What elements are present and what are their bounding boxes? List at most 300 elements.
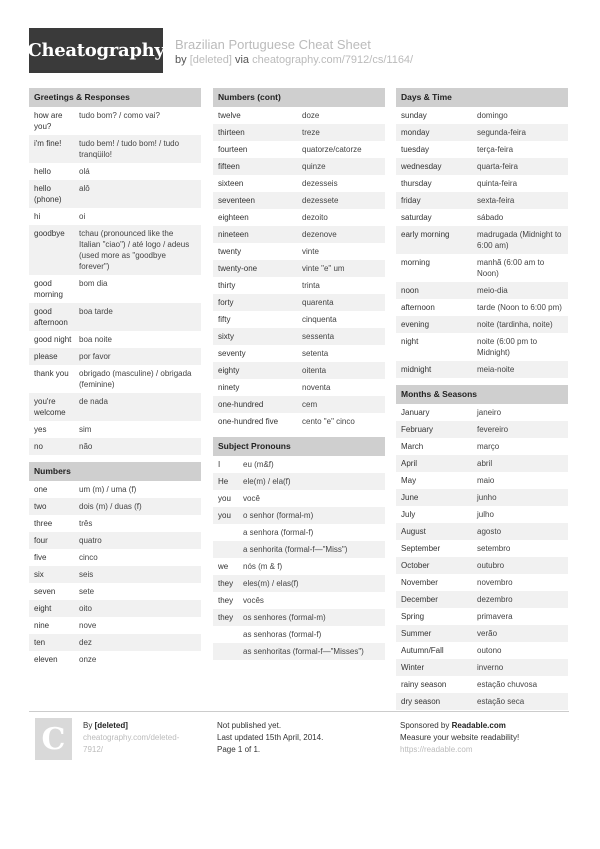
term-portuguese: seis — [79, 570, 94, 579]
term-portuguese: quarenta — [302, 298, 334, 307]
term-english: seventeen — [218, 196, 255, 205]
footer-sponsor — [400, 720, 519, 756]
term-portuguese: treze — [302, 128, 320, 137]
term-english: two — [34, 502, 47, 511]
term-portuguese: outubro — [477, 561, 505, 570]
term-english: Summer — [401, 629, 432, 638]
term-portuguese: oi — [79, 212, 86, 221]
table-row — [396, 192, 568, 209]
term-portuguese: dez — [79, 638, 92, 647]
term-portuguese: ele(m) / ela(f) — [243, 477, 291, 486]
term-english: four — [34, 536, 48, 545]
term-english: hello — [34, 167, 51, 176]
term-english: twelve — [218, 111, 241, 120]
term-english: no — [34, 442, 43, 451]
table-row — [29, 163, 201, 180]
term-portuguese: tchau (pronounced like the Italian "ciao") / até logo / adeus (used more as "goodbye forever") — [79, 229, 190, 271]
table-row — [396, 472, 568, 489]
term-portuguese: noite (tardinha, noite) — [477, 320, 553, 329]
term-english: good night — [34, 335, 72, 344]
table-row — [213, 626, 385, 643]
term-english: five — [34, 553, 47, 562]
table-row — [396, 158, 568, 175]
table-row — [213, 558, 385, 575]
term-english: they — [218, 579, 234, 588]
term-english: please — [34, 352, 58, 361]
table-row — [29, 600, 201, 617]
table-row — [213, 107, 385, 124]
term-english: July — [401, 510, 416, 519]
term-english: October — [401, 561, 430, 570]
sheet-url-link[interactable]: cheatography.com/7912/cs/1164/ — [252, 54, 414, 66]
table-row — [396, 591, 568, 608]
table-row — [213, 141, 385, 158]
sponsor-text: Measure your website readability! — [400, 733, 520, 742]
term-portuguese: a senhorita (formal-f—"Miss") — [243, 545, 348, 554]
term-portuguese: dezenove — [302, 230, 337, 239]
table-row — [213, 507, 385, 524]
term-english: nine — [34, 621, 50, 630]
term-english: friday — [401, 196, 421, 205]
table-row — [396, 254, 568, 282]
term-portuguese: primavera — [477, 612, 513, 621]
term-portuguese: segunda-feira — [477, 128, 526, 137]
term-portuguese: oitenta — [302, 366, 327, 375]
term-portuguese: nós (m & f) — [243, 562, 283, 571]
table-row — [29, 393, 201, 421]
column-1 — [29, 88, 201, 675]
term-portuguese: tudo bom? / como vai? — [79, 111, 160, 120]
term-english: eleven — [34, 655, 58, 664]
term-portuguese: meia-noite — [477, 365, 515, 374]
table-row — [396, 124, 568, 141]
term-portuguese: três — [79, 519, 93, 528]
table-row — [396, 175, 568, 192]
table-row — [396, 455, 568, 472]
table-row — [396, 141, 568, 158]
term-english: you — [218, 511, 231, 520]
term-portuguese: um (m) / uma (f) — [79, 485, 137, 494]
term-portuguese: o senhor (formal-m) — [243, 511, 314, 520]
term-portuguese: boa tarde — [79, 307, 113, 316]
term-english: twenty — [218, 247, 242, 256]
term-english: June — [401, 493, 419, 502]
sponsor-name[interactable]: Readable.com — [451, 721, 506, 730]
term-portuguese: dezoito — [302, 213, 328, 222]
term-english: you're welcome — [34, 397, 66, 417]
term-portuguese: oito — [79, 604, 92, 613]
term-portuguese: domingo — [477, 111, 508, 120]
table-row — [213, 345, 385, 362]
table-row — [29, 515, 201, 532]
table-row — [29, 634, 201, 651]
term-english: thirty — [218, 281, 236, 290]
term-portuguese: de nada — [79, 397, 108, 406]
table-row — [213, 158, 385, 175]
term-portuguese: sim — [79, 425, 92, 434]
footer-author-url[interactable]: cheatography.com/deleted-7912/ — [83, 733, 180, 754]
term-portuguese: manhã (6:00 am to Noon) — [477, 258, 545, 278]
term-english: Autumn/Fall — [401, 646, 444, 655]
term-portuguese: dois (m) / duas (f) — [79, 502, 142, 511]
term-portuguese: sexta-feira — [477, 196, 515, 205]
table-row — [213, 456, 385, 473]
term-english: seventy — [218, 349, 246, 358]
table-row — [29, 583, 201, 600]
table-row — [396, 540, 568, 557]
table-row — [29, 331, 201, 348]
term-english: we — [218, 562, 229, 571]
table-row — [213, 311, 385, 328]
table-row — [396, 659, 568, 676]
term-portuguese: cinquenta — [302, 315, 337, 324]
table-row — [29, 421, 201, 438]
term-english: Spring — [401, 612, 425, 621]
term-english: fifteen — [218, 162, 240, 171]
term-english: May — [401, 476, 417, 485]
term-english: tuesday — [401, 145, 430, 154]
author-link[interactable]: [deleted] — [189, 54, 232, 66]
term-english: evening — [401, 320, 430, 329]
term-portuguese: abril — [477, 459, 493, 468]
term-english: eight — [34, 604, 52, 613]
table-row — [396, 421, 568, 438]
term-english: eighteen — [218, 213, 249, 222]
term-english: February — [401, 425, 434, 434]
term-portuguese: eu (m&f) — [243, 460, 274, 469]
term-english: sixteen — [218, 179, 244, 188]
term-english: night — [401, 337, 419, 346]
term-portuguese: estação seca — [477, 697, 525, 706]
table-row — [396, 574, 568, 591]
table-row — [213, 243, 385, 260]
term-english: fourteen — [218, 145, 248, 154]
section-header: Greetings & Responses — [29, 88, 201, 107]
term-english: one-hundred five — [218, 417, 279, 426]
term-portuguese: madrugada (Midnight to 6:00 am) — [477, 230, 562, 250]
table-row — [29, 617, 201, 634]
term-english: they — [218, 596, 234, 605]
table-row — [396, 642, 568, 659]
term-portuguese: tarde (Noon to 6:00 pm) — [477, 303, 562, 312]
term-portuguese: verão — [477, 629, 498, 638]
table-row — [29, 275, 201, 303]
term-english: good morning — [34, 279, 63, 299]
term-portuguese: quatro — [79, 536, 102, 545]
table-row — [213, 124, 385, 141]
table-row — [213, 524, 385, 541]
term-portuguese: sábado — [477, 213, 504, 222]
term-portuguese: as senhoras (formal-f) — [243, 630, 322, 639]
term-english: thirteen — [218, 128, 245, 137]
published-status: Not published yet. — [217, 721, 282, 730]
byline — [175, 54, 413, 66]
table-row — [213, 260, 385, 277]
section-subject-pronouns — [213, 437, 385, 660]
term-english: saturday — [401, 213, 432, 222]
term-portuguese: a senhora (formal-f) — [243, 528, 314, 537]
table-row — [396, 438, 568, 455]
footer-author — [83, 720, 198, 756]
table-row — [213, 592, 385, 609]
footer-author-name[interactable]: [deleted] — [94, 721, 128, 730]
term-portuguese: agosto — [477, 527, 502, 536]
table-row — [29, 365, 201, 393]
term-portuguese: julho — [477, 510, 494, 519]
term-portuguese: outono — [477, 646, 502, 655]
section-numbers-cont — [213, 88, 385, 430]
term-portuguese: quarta-feira — [477, 162, 518, 171]
term-english: wednesday — [401, 162, 442, 171]
column-2 — [213, 88, 385, 667]
table-row — [213, 192, 385, 209]
table-row — [213, 294, 385, 311]
term-portuguese: meio-dia — [477, 286, 508, 295]
table-row — [396, 282, 568, 299]
table-row — [29, 549, 201, 566]
sponsor-url[interactable]: https://readable.com — [400, 745, 473, 754]
term-english: sunday — [401, 111, 427, 120]
cheatography-logo[interactable]: Cheatography — [29, 28, 163, 73]
footer — [29, 711, 569, 767]
table-row — [213, 362, 385, 379]
term-portuguese: cento "e" cinco — [302, 417, 355, 426]
table-row — [213, 379, 385, 396]
term-portuguese: noite (6:00 pm to Midnight) — [477, 337, 538, 357]
term-portuguese: dezesseis — [302, 179, 338, 188]
term-english: nineteen — [218, 230, 249, 239]
term-english: one — [34, 485, 48, 494]
term-english: midnight — [401, 365, 432, 374]
term-portuguese: janeiro — [477, 408, 502, 417]
table-row — [396, 226, 568, 254]
term-english: hello (phone) — [34, 184, 62, 204]
table-row — [29, 651, 201, 668]
term-portuguese: tudo bem! / tudo bom! / tudo tranqüilo! — [79, 139, 180, 159]
table-row — [213, 396, 385, 413]
table-row — [213, 328, 385, 345]
term-portuguese: junho — [477, 493, 497, 502]
term-english: ninety — [218, 383, 240, 392]
cheatography-c-icon[interactable]: C — [35, 718, 72, 760]
term-portuguese: por favor — [79, 352, 111, 361]
table-row — [396, 676, 568, 693]
term-portuguese: estação chuvosa — [477, 680, 538, 689]
term-portuguese: obrigado (masculine) / obrigada (feminine) — [79, 369, 192, 389]
term-portuguese: março — [477, 442, 500, 451]
table-row — [29, 135, 201, 163]
term-english: how are you? — [34, 111, 63, 131]
term-english: hi — [34, 212, 41, 221]
term-portuguese: sete — [79, 587, 95, 596]
term-english: Winter — [401, 663, 425, 672]
table-row — [213, 643, 385, 660]
term-english: noon — [401, 286, 419, 295]
table-row — [396, 608, 568, 625]
section-header: Numbers — [29, 462, 201, 481]
table-row — [396, 333, 568, 361]
table-row — [29, 566, 201, 583]
term-english: they — [218, 613, 234, 622]
table-row — [396, 489, 568, 506]
term-english: fifty — [218, 315, 231, 324]
term-portuguese: onze — [79, 655, 97, 664]
table-row — [396, 404, 568, 421]
table-row — [29, 438, 201, 455]
term-portuguese: alô — [79, 184, 90, 193]
term-english: thursday — [401, 179, 432, 188]
term-portuguese: eles(m) / elas(f) — [243, 579, 299, 588]
term-portuguese: você — [243, 494, 260, 503]
term-portuguese: vinte — [302, 247, 319, 256]
term-portuguese: olá — [79, 167, 90, 176]
term-portuguese: bom dia — [79, 279, 108, 288]
term-english — [218, 629, 243, 640]
term-portuguese: vinte "e" um — [302, 264, 345, 273]
last-updated: Last updated 15th April, 2014. — [217, 733, 324, 742]
table-row — [396, 523, 568, 540]
table-row — [29, 532, 201, 549]
term-portuguese: novembro — [477, 578, 513, 587]
column-3 — [396, 88, 568, 717]
term-portuguese: não — [79, 442, 93, 451]
term-portuguese: maio — [477, 476, 495, 485]
term-portuguese: quinta-feira — [477, 179, 518, 188]
term-english: morning — [401, 258, 430, 267]
term-english: December — [401, 595, 438, 604]
term-english: April — [401, 459, 418, 468]
term-english: goodbye — [34, 229, 65, 238]
term-english: March — [401, 442, 424, 451]
term-portuguese: os senhores (formal-m) — [243, 613, 326, 622]
term-english: three — [34, 519, 53, 528]
term-english: August — [401, 527, 426, 536]
term-english: monday — [401, 128, 430, 137]
section-header: Months & Seasons — [396, 385, 568, 404]
table-row — [396, 361, 568, 378]
table-row — [29, 303, 201, 331]
table-row — [213, 413, 385, 430]
term-english: six — [34, 570, 44, 579]
term-english: you — [218, 494, 231, 503]
table-row — [213, 609, 385, 626]
term-portuguese: terça-feira — [477, 145, 514, 154]
footer-status — [217, 720, 323, 756]
section-numbers — [29, 462, 201, 668]
term-english: forty — [218, 298, 234, 307]
term-english — [218, 544, 243, 555]
section-header: Subject Pronouns — [213, 437, 385, 456]
term-portuguese: quatorze/catorze — [302, 145, 362, 154]
section-header: Numbers (cont) — [213, 88, 385, 107]
term-english: twenty-one — [218, 264, 258, 273]
term-english: seven — [34, 587, 56, 596]
term-english: dry season — [401, 697, 441, 706]
term-portuguese: setembro — [477, 544, 511, 553]
by-label: by — [175, 54, 187, 66]
term-english: ten — [34, 638, 46, 647]
term-portuguese: vocês — [243, 596, 264, 605]
table-row — [396, 557, 568, 574]
term-english: i'm fine! — [34, 139, 62, 148]
term-english: early morning — [401, 230, 450, 239]
term-english: He — [218, 477, 229, 486]
table-row — [29, 208, 201, 225]
table-row — [213, 277, 385, 294]
term-english: January — [401, 408, 430, 417]
term-portuguese: nove — [79, 621, 97, 630]
table-row — [29, 225, 201, 275]
term-portuguese: sessenta — [302, 332, 335, 341]
term-english: thank you — [34, 369, 69, 378]
term-english: yes — [34, 425, 47, 434]
page-title: Brazilian Portuguese Cheat Sheet — [175, 37, 371, 52]
table-row — [213, 209, 385, 226]
table-row — [29, 180, 201, 208]
term-english — [218, 646, 243, 657]
table-row — [396, 299, 568, 316]
term-portuguese: as senhoritas (formal-f—"Misses") — [243, 647, 364, 656]
term-english: rainy season — [401, 680, 447, 689]
term-english: one-hundred — [218, 400, 264, 409]
term-english: afternoon — [401, 303, 435, 312]
table-row — [29, 348, 201, 365]
table-row — [396, 506, 568, 523]
via-label: via — [234, 54, 250, 66]
section-months-seasons — [396, 385, 568, 710]
term-english: September — [401, 544, 441, 553]
table-row — [213, 175, 385, 192]
footer-by-label: By — [83, 721, 93, 730]
term-english: I — [218, 460, 221, 469]
term-portuguese: quinze — [302, 162, 326, 171]
table-row — [396, 209, 568, 226]
table-row — [29, 107, 201, 135]
term-portuguese: cinco — [79, 553, 98, 562]
term-portuguese: doze — [302, 111, 320, 120]
term-english: eighty — [218, 366, 240, 375]
table-row — [396, 107, 568, 124]
term-portuguese: setenta — [302, 349, 329, 358]
page-number: Page 1 of 1. — [217, 745, 261, 754]
table-row — [29, 481, 201, 498]
term-portuguese: dezessete — [302, 196, 339, 205]
table-row — [396, 316, 568, 333]
table-row — [213, 541, 385, 558]
term-portuguese: cem — [302, 400, 318, 409]
section-days-time — [396, 88, 568, 378]
table-row — [213, 575, 385, 592]
table-row — [29, 498, 201, 515]
term-portuguese: inverno — [477, 663, 504, 672]
term-portuguese: noventa — [302, 383, 331, 392]
term-portuguese: fevereiro — [477, 425, 509, 434]
term-portuguese: dezembro — [477, 595, 513, 604]
section-header: Days & Time — [396, 88, 568, 107]
sponsor-prefix: Sponsored by — [400, 721, 450, 730]
term-english — [218, 527, 243, 538]
table-row — [396, 693, 568, 710]
table-row — [396, 625, 568, 642]
term-english: November — [401, 578, 438, 587]
section-greetings — [29, 88, 201, 455]
term-english: good afternoon — [34, 307, 68, 327]
term-portuguese: boa noite — [79, 335, 112, 344]
table-row — [213, 226, 385, 243]
table-row — [213, 490, 385, 507]
term-english: sixty — [218, 332, 234, 341]
term-portuguese: trinta — [302, 281, 320, 290]
